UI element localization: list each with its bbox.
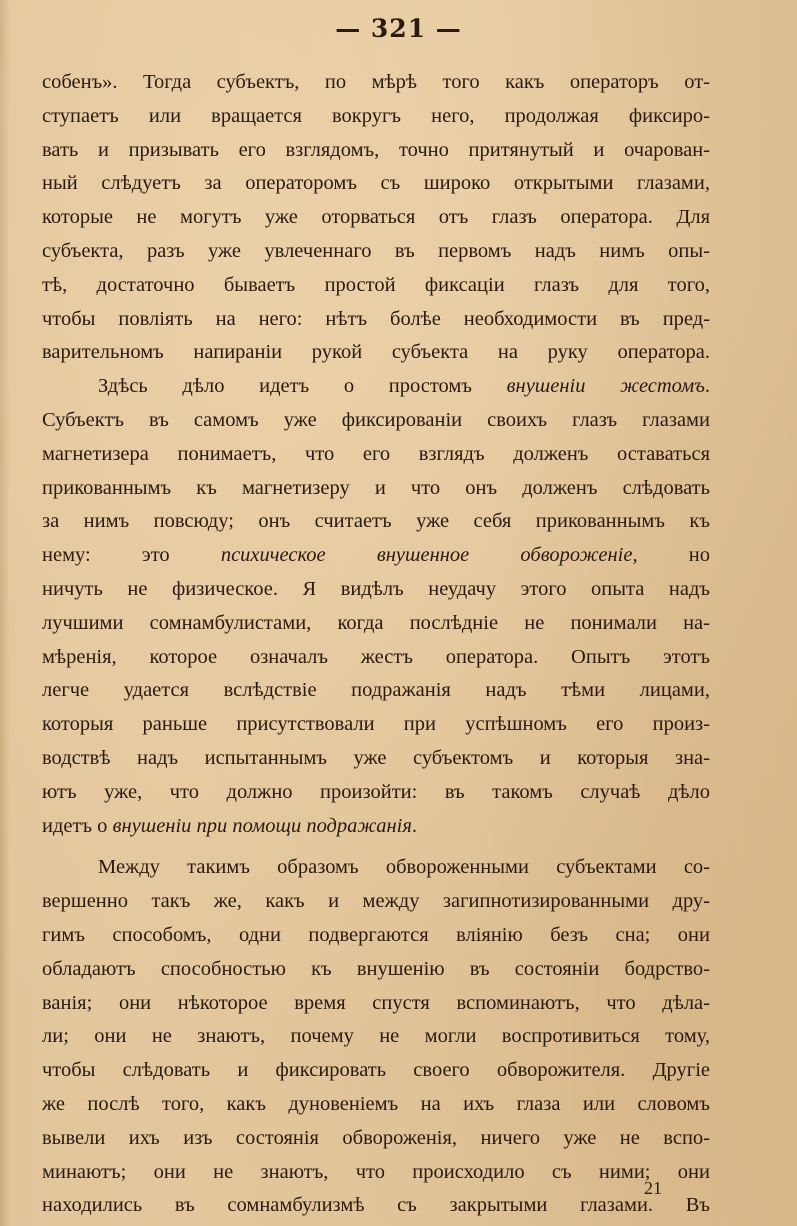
text-line: которыя раньше присутствовали при успѣшномъ его произ- — [42, 713, 710, 736]
text-line: мѣренія, которое означалъ жестъ оператора. Опытъ этотъ — [42, 645, 710, 668]
text-line: чтобы повліять на него: нѣтъ болѣе необходимости въ пред- — [42, 307, 710, 330]
text-run: идетъ о — [42, 814, 113, 837]
text-line: ступаетъ или вращается вокругъ него, продолжая фиксиро- — [42, 104, 710, 127]
text-line: которые не могутъ уже оторваться отъ глазъ оператора. Для — [42, 206, 710, 229]
text-line: гимъ способомъ, одни подвергаются вліянію безъ сна; они — [42, 923, 710, 946]
italic-term: внушеніи жестомъ — [506, 375, 705, 398]
text-line: ли; они не знаютъ, почему не могли воспротивиться тому, — [42, 1025, 710, 1048]
text-line: прикованнымъ къ магнетизеру и что онъ долженъ слѣдовать — [42, 476, 710, 499]
text-run: . — [411, 814, 417, 837]
text-line — [42, 539, 710, 573]
text-run: , но — [632, 544, 710, 567]
paragraph-2 — [42, 370, 710, 843]
text-line: ный слѣдуетъ за операторомъ съ широко открытыми глазами, — [42, 172, 710, 195]
text-line: вать и призывать его взглядомъ, точно притянутый и очарован- — [42, 138, 710, 161]
text-line: Между такимъ образомъ обвороженными субъектами со- — [98, 856, 710, 879]
text-line: варительномъ напираніи рукой субъекта на руку оператора. — [42, 341, 710, 364]
text-line: собенъ». Тогда субъектъ, по мѣрѣ того какъ операторъ от- — [42, 71, 710, 93]
text-line: обладаютъ способностью къ внушенію въ состояніи бодрство- — [42, 957, 710, 980]
text-line: легче удается вслѣдствіе подражанія надъ тѣми лицами, — [42, 679, 710, 702]
page-body — [42, 66, 710, 1223]
text-line: чтобы слѣдовать и фиксировать своего обворожителя. Другіе — [42, 1059, 710, 1082]
text-run: Здѣсь дѣло идетъ о простомъ — [98, 375, 507, 398]
italic-term: психическое внушенное обвороженіе — [220, 544, 633, 567]
text-line: лучшими сомнамбулистами, когда послѣдніе не понимали на- — [42, 611, 710, 634]
text-line: субъекта, разъ уже увлеченнаго въ первомъ надъ нимъ опы- — [42, 239, 710, 262]
text-line: магнетизера понимаетъ, что его взглядъ долженъ оставаться — [42, 442, 710, 465]
text-run: . — [704, 375, 710, 398]
text-line — [42, 370, 710, 404]
italic-term: внушеніи при помощи подражанія — [112, 814, 412, 837]
paragraph-gap — [42, 843, 710, 851]
text-line — [42, 810, 710, 844]
text-line: ютъ уже, что должно произойти: въ такомъ случаѣ дѣло — [42, 780, 710, 803]
text-run: нему: это — [42, 544, 221, 567]
text-line: за нимъ повсюду; онъ считаетъ уже себя прикованнымъ къ — [42, 510, 710, 533]
text-line: находились въ сомнамбулизмѣ съ закрытыми глазами. Въ — [42, 1194, 710, 1217]
printer-signature: 21 — [644, 1178, 662, 1198]
text-line: минаютъ; они не знаютъ, что происходило съ ними; они — [42, 1160, 710, 1183]
text-line: ванія; они нѣкоторое время спустя вспоминаютъ, что дѣла- — [42, 991, 710, 1014]
text-line: ничуть не физическое. Я видѣлъ неудачу этого опыта надъ — [42, 577, 710, 600]
text-line: тѣ, достаточно бываетъ простой фиксаціи глазъ для того, — [42, 273, 710, 296]
page-number: — 321 — — [335, 14, 462, 43]
text-line: Субъектъ въ самомъ уже фиксированіи своихъ глазъ глазами — [42, 408, 710, 431]
text-line: вывели ихъ изъ состоянія обвороженія, ничего уже не вспо- — [42, 1126, 710, 1149]
text-line: вершенно такъ же, какъ и между загипнотизированными дру- — [42, 890, 710, 913]
paragraph-1 — [42, 66, 710, 370]
text-line: же послѣ того, какъ дуновеніемъ на ихъ глаза или словомъ — [42, 1092, 710, 1115]
paragraph-3 — [42, 851, 710, 1223]
text-line: водствѣ надъ испытаннымъ уже субъектомъ и которыя зна- — [42, 746, 710, 769]
